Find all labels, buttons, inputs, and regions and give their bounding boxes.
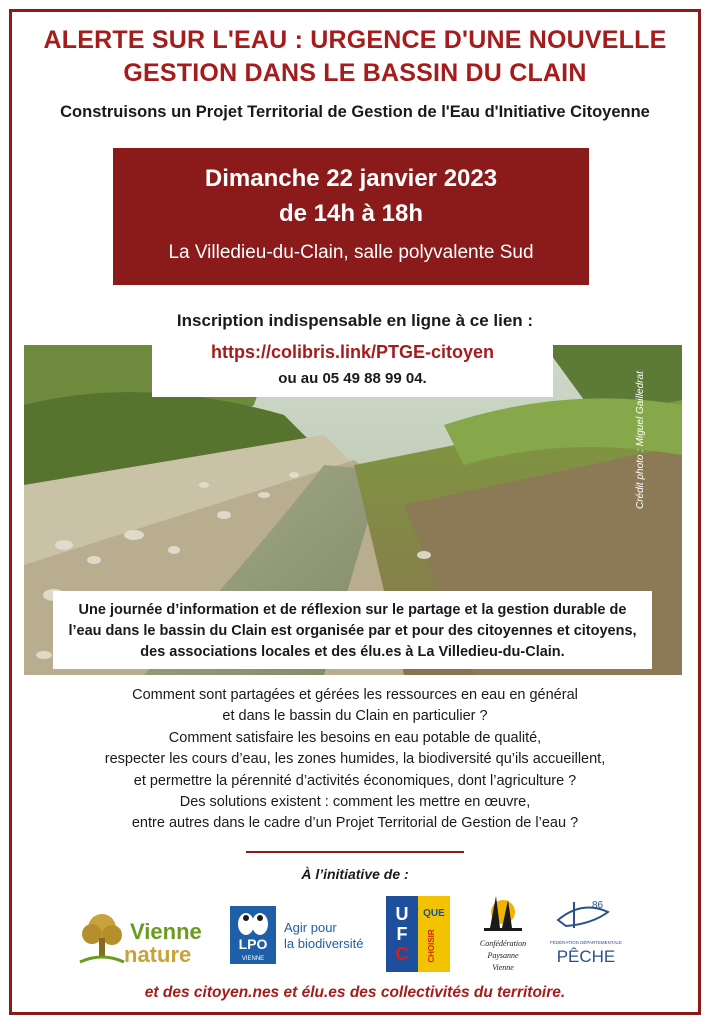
signup-heading: Inscription indispensable en ligne à ce lien :	[176, 311, 534, 330]
confederation-paysanne-logo	[470, 890, 536, 978]
footer-text: et des citoyen.nes et élu.es des collectivités du territoire.	[144, 984, 566, 1001]
question-line: entre autres dans le cadre d’un Projet Territorial de Gestion de l’eau ?	[131, 815, 579, 832]
event-date: Dimanche 22 janvier 2023	[204, 165, 498, 192]
peche-name: PÊCHE	[556, 947, 616, 966]
vienne-nature-word-2: nature	[124, 942, 192, 967]
question-line: respecter les cours d’eau, les zones humides, la biodiversité qu’ils accueillent,	[104, 751, 606, 768]
tree-icon	[80, 914, 124, 962]
conf-line-3: Vienne	[492, 963, 514, 972]
description-line: Une journée d’information et de réflexion sur le partage et la gestion durable de	[78, 602, 627, 618]
question-line: Comment sont partagées et gérées les ressources en eau en général	[132, 687, 578, 703]
question-line: et dans le bassin du Clain en particulier ?	[222, 708, 488, 725]
conf-line-2: Paysanne	[487, 951, 519, 960]
lpo-text-2: la biodiversité	[284, 936, 364, 951]
peche-number: 86	[592, 900, 604, 911]
photo-credit: Crédit photo : Miguel Gailledrat	[635, 371, 646, 509]
ufc-letter-f: F	[396, 924, 408, 944]
ufc-choisir: CHOISIR	[427, 929, 436, 963]
ufc-letter-u: U	[395, 904, 409, 924]
event-place: La Villedieu-du-Clain, salle polyvalente Sud	[168, 242, 534, 263]
description-line: l’eau dans le bassin du Clain est organisée par et pour des citoyennes et citoyens,	[68, 623, 637, 639]
lpo-text-1: Agir pour	[284, 920, 337, 935]
initiative-label: À l’initiative de :	[301, 866, 409, 882]
ufc-que: QUE	[423, 908, 445, 919]
federation-peche-logo	[548, 894, 624, 974]
question-line: Comment satisfaire les besoins en eau potable de qualité,	[168, 729, 542, 746]
description-box	[53, 591, 652, 669]
lpo-small-text: VIENNE	[241, 956, 265, 962]
vienne-nature-logo	[78, 904, 223, 970]
poster-title	[0, 24, 710, 90]
event-info-box	[113, 148, 589, 285]
questions-block	[0, 685, 710, 835]
signup-phone: ou au 05 49 88 99 04.	[278, 370, 427, 387]
separator-line	[246, 851, 464, 853]
poster-subtitle: Construisons un Projet Territorial de Gestion de l'Eau d'Initiative Citoyenne	[60, 103, 650, 121]
title-line-2: GESTION DANS LE BASSIN DU CLAIN	[123, 59, 587, 87]
lpo-logo	[230, 906, 376, 964]
question-line: et permettre la pérennité d’activités économiques, dont l’agriculture ?	[133, 772, 577, 789]
conf-line-1: Confédération	[479, 939, 527, 948]
question-line: Des solutions existent : comment les mettre en œuvre,	[179, 794, 531, 811]
signup-link[interactable]: https://colibris.link/PTGE-citoyen	[210, 342, 495, 362]
sun-wheat-icon	[484, 896, 522, 931]
title-line-1: ALERTE SUR L'EAU : URGENCE D'UNE NOUVELLE	[43, 26, 667, 54]
peche-small-text: FÉDÉRATION DÉPARTEMENTALE	[550, 940, 622, 945]
description-line: des associations locales et des élu.es à La Villedieu-du-Clain.	[140, 644, 565, 660]
event-time: de 14h à 18h	[278, 200, 424, 227]
lpo-badge-text: LPO	[238, 936, 268, 952]
ufc-que-choisir-logo	[386, 896, 450, 972]
vienne-nature-word-1: Vienne	[130, 919, 202, 944]
signup-box	[152, 335, 553, 397]
ufc-letter-c: C	[395, 944, 409, 964]
partner-logos	[0, 890, 710, 980]
